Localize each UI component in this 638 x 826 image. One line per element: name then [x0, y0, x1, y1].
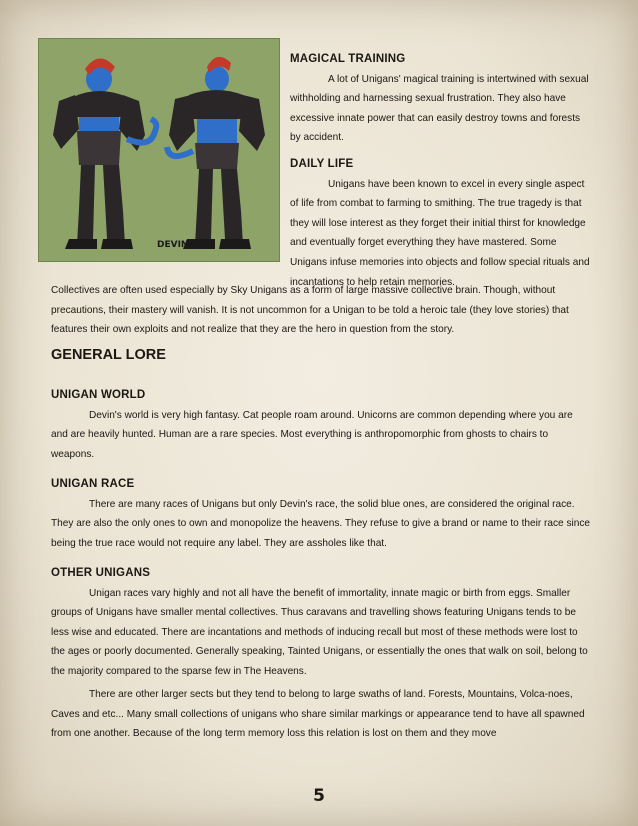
magical-training-body: A lot of Unigans' magical training is intertwined with sexual withholding and harnessing sexual frustration. They also have excessive innate power that can easily destroy towns and forests by accident.: [290, 73, 589, 144]
section-unigan-race: [51, 475, 591, 553]
unigan-world-body: Devin's world is very high fantasy. Cat people roam around. Unicorns are common depending where you are and are heavily hunted. Human are a rare species. Most everything is anthropomorphic from ghosts to chairs to weapons.: [51, 409, 573, 460]
heading-general-lore: GENERAL LORE: [51, 347, 166, 363]
section-unigan-world: [51, 386, 591, 464]
section-daily-life: [290, 155, 590, 292]
illustration-art: [39, 39, 279, 261]
heading-unigan-race: UNIGAN RACE: [51, 478, 135, 490]
section-other-unigans: [51, 564, 591, 682]
other-unigans-body-2: There are other larger sects but they tend to belong to large swaths of land. Forests, Mountains, Volca-noes, Caves and etc... Many small collections of unigans who share similar markings or appearance tend to have all spawned from one another. Because of the long term memory loss this relation is lost on them and they move: [51, 689, 585, 740]
other-unigans-body-1: Unigan races vary highly and not all have the benefit of immortality, innate magic or birth from eggs. Smaller groups of Unigans have smaller mental collectives. Thus caravans and travelling shows featuring Unigans tends to be less wise and educated. There are incantations and methods of inducing recall but most of these methods were lost to the ages or poorly documented. Generally speaking, Tainted Unigans, or essentially the ones that walk on soil, belong to the majority compared to the sparse few in The Heavens.: [51, 587, 588, 677]
page-number: 5: [313, 786, 325, 806]
daily-life-body-full: Collectives are often used especially by Sky Unigans as a form of large massive collective brain. Though, without precautions, their mastery will vanish. It is not uncommon for a Unigan to be told a heroic tale (they love stories) that features their own exploits and not realize that they are the hero in question from the story.: [51, 285, 569, 336]
section-magical-training: [290, 50, 590, 148]
unigan-race-body: There are many races of Unigans but only Devin's race, the solid blue ones, are considered the original race. They are also the only ones to own and monopolize the heavens. They refuse to give a brand or name to their race since being the true race would not require any label. They are assholes like that.: [51, 498, 591, 549]
heading-other-unigans: OTHER UNIGANS: [51, 567, 151, 579]
section-daily-life-continued: [51, 281, 591, 340]
character-illustration: [38, 38, 280, 262]
heading-unigan-world: UNIGAN WORLD: [51, 389, 146, 401]
daily-life-body-right: Unigans have been known to excel in every single aspect of life from combat to farming to smithing. The true tragedy is that they will lose interest as they forget their initial thirst for knowledge and eventually forget everything they have mastered. Some Unigans infuse memories into objects and follow special rituals and incantations to help retain memories.: [290, 178, 590, 288]
heading-daily-life: DAILY LIFE: [290, 158, 354, 170]
artist-signature: DEVIN: [157, 240, 189, 250]
section-other-unigans-continued: [51, 685, 591, 744]
heading-magical-training: MAGICAL TRAINING: [290, 53, 406, 65]
